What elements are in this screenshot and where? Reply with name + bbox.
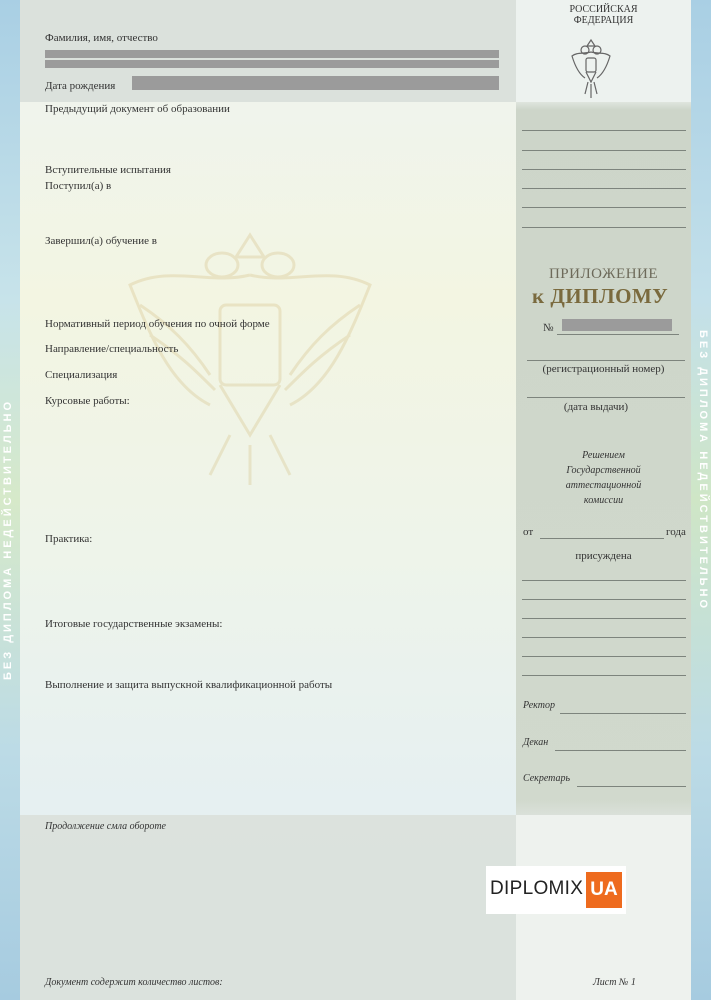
sheets-count-label: Документ содержит количество листов: — [45, 977, 223, 988]
right-line-1 — [522, 130, 686, 131]
dean-label: Декан — [523, 737, 549, 748]
decision-line-3: аттестационной — [565, 480, 642, 491]
awarded-line-5 — [522, 656, 686, 657]
side-text-right: БЕЗ ДИПЛОМА НЕДЕЙСТВИТЕЛЬНО — [697, 330, 709, 612]
decision-line-2: Государственной — [566, 465, 641, 476]
logo-text: DIPLOMIX — [490, 878, 584, 899]
right-line-5 — [522, 207, 686, 208]
awarded-line-4 — [522, 637, 686, 638]
awarded-line-1 — [522, 580, 686, 581]
enrolled-label: Поступил(а) в — [45, 180, 112, 192]
from-label: от — [523, 526, 534, 538]
issue-date-line — [527, 397, 685, 398]
sheet-number: Лист № 1 — [593, 977, 636, 988]
continued-note: Продолжение смла обороте — [45, 821, 166, 832]
practice-label: Практика: — [45, 533, 93, 545]
supplement-title-2: к ДИПЛОМУ — [532, 284, 669, 308]
right-line-6 — [522, 227, 686, 228]
supplement-title-1: ПРИЛОЖЕНИЕ — [548, 266, 659, 282]
fio-value-redacted — [45, 50, 499, 58]
birth-label: Дата рождения — [45, 80, 116, 92]
logo-badge: UA — [586, 872, 622, 908]
number-value-redacted — [562, 319, 672, 331]
dean-signature-line — [555, 750, 686, 751]
fio-value-redacted-2 — [45, 60, 499, 68]
fio-label: Фамилия, имя, отчество — [45, 32, 158, 44]
finished-label: Завершил(а) обучение в — [45, 235, 157, 247]
awarded-line-6 — [522, 675, 686, 676]
number-sign: № — [543, 322, 554, 334]
entrance-label: Вступительные испытания — [45, 164, 171, 176]
decision-date-line — [540, 538, 664, 539]
thesis-label: Выполнение и защита выпускной квалификационной работы — [45, 679, 333, 691]
country-line-2: ФЕДЕРАЦИЯ — [573, 15, 634, 26]
prev-doc-label: Предыдущий документ об образовании — [45, 103, 230, 115]
right-line-4 — [522, 188, 686, 189]
year-label: года — [666, 526, 686, 538]
reg-number-line — [527, 360, 685, 361]
birth-value-redacted — [132, 76, 499, 90]
number-line — [557, 334, 679, 335]
direction-label: Направление/специальность — [45, 343, 179, 355]
right-line-3 — [522, 169, 686, 170]
awarded-line-3 — [522, 618, 686, 619]
secretary-signature-line — [577, 786, 686, 787]
country-line-1: РОССИЙСКАЯ — [569, 4, 638, 15]
rector-signature-line — [560, 713, 686, 714]
decision-line-4: комиссии — [583, 495, 624, 506]
awarded-label: присуждена — [575, 550, 632, 562]
coursework-label: Курсовые работы: — [45, 395, 130, 407]
final-exams-label: Итоговые государственные экзамены: — [45, 618, 223, 630]
right-line-2 — [522, 150, 686, 151]
awarded-line-2 — [522, 599, 686, 600]
rector-label: Ректор — [523, 700, 555, 711]
specialization-label: Специализация — [45, 369, 118, 381]
secretary-label: Секретарь — [523, 773, 571, 784]
side-text-left: БЕЗ ДИПЛОМА НЕДЕЙСТВИТЕЛЬНО — [2, 398, 14, 680]
decision-line-1: Решением — [582, 450, 625, 461]
period-label: Нормативный период обучения по очной форме — [45, 318, 270, 330]
issue-date-caption: (дата выдачи) — [563, 401, 629, 413]
diplomix-logo — [486, 866, 626, 914]
reg-number-caption: (регистрационный номер) — [542, 363, 665, 375]
coat-of-arms-icon — [571, 38, 611, 100]
footer-band — [20, 815, 516, 1000]
